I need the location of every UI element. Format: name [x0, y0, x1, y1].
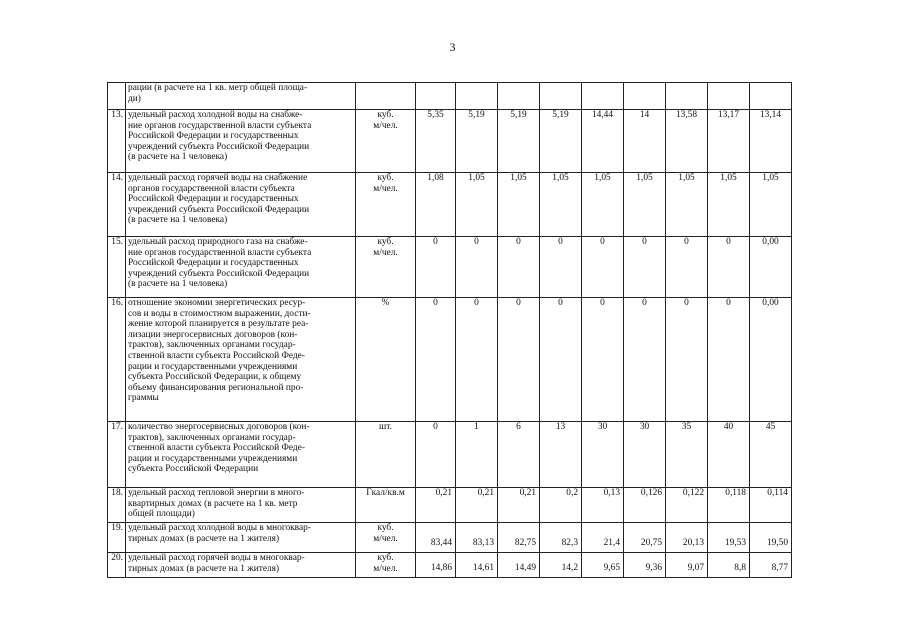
value-cell: 0,2 — [540, 488, 582, 523]
value-cell: 9,65 — [582, 553, 624, 578]
value-cell: 14,44 — [582, 110, 624, 173]
value-cell: 9,07 — [666, 553, 708, 578]
table-row — [108, 422, 792, 488]
table-row-continuation — [108, 83, 792, 110]
value-cell: 14,86 — [416, 553, 456, 578]
value-cell: 0,13 — [582, 488, 624, 523]
description-cell: удельный расход холодной воды на снабже- ние органов государственной власти субъекта Российской Федерации и государственных учреждений субъекта Российской Федерации (в расчете на 1 человека) — [126, 110, 356, 173]
value-cell: 0,21 — [416, 488, 456, 523]
table-row — [108, 523, 792, 553]
value-cell: 45 — [750, 422, 792, 488]
description-cell: количество энергосервисных договоров (кон- трактов), заключенных органами государ- ственной власти субъекта Российской Феде- рации и государственными учреждениями субъекта Российской Федерации — [126, 422, 356, 488]
row-number-cell: 17. — [108, 422, 126, 488]
value-cell: 1,05 — [666, 173, 708, 237]
row-number-cell: 13. — [108, 110, 126, 173]
value-cell — [498, 83, 540, 110]
value-cell: 30 — [582, 422, 624, 488]
description-cell: удельный расход горячей воды в многоквар- тирных домах (в расчете на 1 жителя) — [126, 553, 356, 578]
value-cell: 1 — [456, 422, 498, 488]
continuation-description: рации (в расчете на 1 кв. метр общей площа- ди) — [126, 83, 356, 110]
description-cell: удельный расход природного газа на снабже- ние органов государственной власти субъекта Российской Федерации и государственных учреждений субъекта Российской Федерации (в расчете на 1 человека) — [126, 237, 356, 298]
value-cell: 19,53 — [708, 523, 750, 553]
indicators-table — [107, 82, 792, 578]
value-cell — [416, 83, 456, 110]
value-cell: 5,19 — [456, 110, 498, 173]
value-cell: 0 — [666, 237, 708, 298]
row-number-cell: 14. — [108, 173, 126, 237]
value-cell: 35 — [666, 422, 708, 488]
value-cell: 0 — [582, 237, 624, 298]
value-cell: 0 — [456, 237, 498, 298]
value-cell: 0 — [708, 298, 750, 422]
unit-cell: куб. м/чел. — [356, 553, 416, 578]
value-cell: 21,4 — [582, 523, 624, 553]
value-cell: 40 — [708, 422, 750, 488]
value-cell: 1,05 — [750, 173, 792, 237]
value-cell: 0,126 — [624, 488, 666, 523]
value-cell: 1,05 — [708, 173, 750, 237]
table-row — [108, 110, 792, 173]
value-cell: 14 — [624, 110, 666, 173]
table-row — [108, 237, 792, 298]
unit-cell — [356, 83, 416, 110]
value-cell: 0 — [540, 298, 582, 422]
value-cell — [750, 83, 792, 110]
row-number-cell: 19. — [108, 523, 126, 553]
value-cell: 83,13 — [456, 523, 498, 553]
value-cell: 5,19 — [540, 110, 582, 173]
value-cell — [708, 83, 750, 110]
value-cell — [540, 83, 582, 110]
value-cell: 0 — [540, 237, 582, 298]
value-cell: 0,114 — [750, 488, 792, 523]
table-row — [108, 173, 792, 237]
value-cell: 30 — [624, 422, 666, 488]
row-number-cell: 20. — [108, 553, 126, 578]
value-cell: 0 — [708, 237, 750, 298]
value-cell: 9,36 — [624, 553, 666, 578]
value-cell: 20,13 — [666, 523, 708, 553]
description-cell: удельный расход тепловой энергии в много- квартирных домах (в расчете на 1 кв. метр общей площади) — [126, 488, 356, 523]
value-cell: 82,75 — [498, 523, 540, 553]
value-cell — [456, 83, 498, 110]
value-cell — [582, 83, 624, 110]
row-number-cell: 18. — [108, 488, 126, 523]
unit-cell: Гкал/кв.м — [356, 488, 416, 523]
value-cell: 0,122 — [666, 488, 708, 523]
description-cell: удельный расход горячей воды на снабжение органов государственной власти субъекта Российской Федерации и государственных учреждений субъекта Российской Федерации (в расчете на 1 человека) — [126, 173, 356, 237]
unit-cell: куб. м/чел. — [356, 173, 416, 237]
value-cell: 0 — [416, 237, 456, 298]
row-number-cell: 15. — [108, 237, 126, 298]
value-cell: 0 — [416, 422, 456, 488]
value-cell — [624, 83, 666, 110]
value-cell: 13,58 — [666, 110, 708, 173]
description-cell: удельный расход холодной воды в многоквар- тирных домах (в расчете на 1 жителя) — [126, 523, 356, 553]
value-cell: 8,8 — [708, 553, 750, 578]
table-row — [108, 298, 792, 422]
value-cell: 5,35 — [416, 110, 456, 173]
value-cell: 1,05 — [540, 173, 582, 237]
value-cell: 0 — [416, 298, 456, 422]
page-number: 3 — [449, 40, 456, 54]
unit-cell: куб. м/чел. — [356, 523, 416, 553]
unit-cell: шт. — [356, 422, 416, 488]
value-cell: 82,3 — [540, 523, 582, 553]
value-cell: 0 — [666, 298, 708, 422]
value-cell: 0,00 — [750, 237, 792, 298]
value-cell: 83,44 — [416, 523, 456, 553]
value-cell: 0 — [582, 298, 624, 422]
value-cell: 13,17 — [708, 110, 750, 173]
value-cell: 19,50 — [750, 523, 792, 553]
value-cell: 0 — [498, 298, 540, 422]
row-number-cell: 16. — [108, 298, 126, 422]
value-cell: 0 — [456, 298, 498, 422]
value-cell: 5,19 — [498, 110, 540, 173]
value-cell: 1,05 — [456, 173, 498, 237]
value-cell: 0 — [624, 298, 666, 422]
value-cell: 1,05 — [582, 173, 624, 237]
value-cell: 13 — [540, 422, 582, 488]
value-cell: 1,08 — [416, 173, 456, 237]
value-cell: 13,14 — [750, 110, 792, 173]
value-cell: 1,05 — [498, 173, 540, 237]
table-row — [108, 488, 792, 523]
value-cell: 14,49 — [498, 553, 540, 578]
unit-cell: куб. м/чел. — [356, 110, 416, 173]
value-cell: 8,77 — [750, 553, 792, 578]
value-cell — [666, 83, 708, 110]
value-cell: 14,2 — [540, 553, 582, 578]
value-cell: 0 — [624, 237, 666, 298]
value-cell: 6 — [498, 422, 540, 488]
value-cell: 0,21 — [456, 488, 498, 523]
unit-cell: куб. м/чел. — [356, 237, 416, 298]
description-cell: отношение экономии энергетических ресур- сов и воды в стоимостном выражении, дости- жение которой планируется в результате реа- лизации энергосервисных договоров (кон- трактов), заключенных органами государ- ственной власти субъекта Российской Феде- рации и государственными учреждениями субъекта Российской Федерации, к общему объему финансирования региональной про- граммы — [126, 298, 356, 422]
value-cell: 20,75 — [624, 523, 666, 553]
value-cell: 14,61 — [456, 553, 498, 578]
value-cell: 1,05 — [624, 173, 666, 237]
value-cell: 0,21 — [498, 488, 540, 523]
value-cell: 0,00 — [750, 298, 792, 422]
unit-cell: % — [356, 298, 416, 422]
value-cell: 0,118 — [708, 488, 750, 523]
table-row — [108, 553, 792, 578]
value-cell: 0 — [498, 237, 540, 298]
row-number-cell — [108, 83, 126, 110]
